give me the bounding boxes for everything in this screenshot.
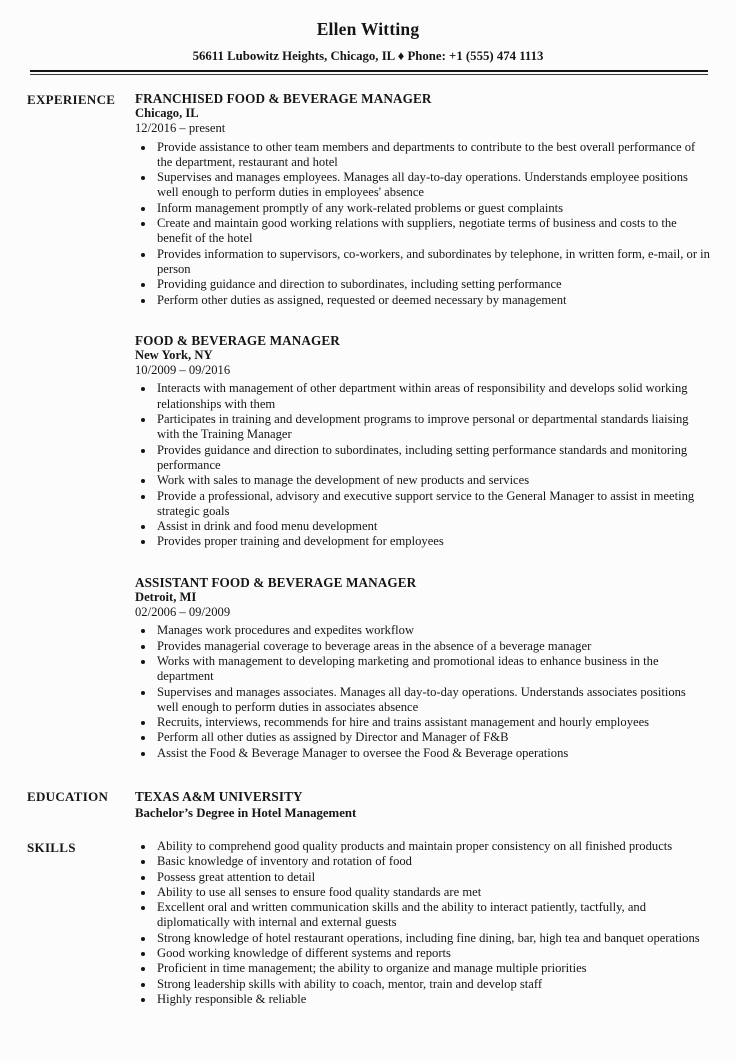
bullet-item: • Excellent oral and written communication skills and the ability to interact patiently, tactfully, and diplomatically with internal and external guests — [155, 900, 710, 931]
bullet-item: • Work with sales to manage the development of new products and services — [155, 473, 710, 488]
job-dates: 10/2009 – 09/2016 — [135, 363, 231, 378]
job-title: FOOD & BEVERAGE MANAGER — [135, 332, 340, 348]
candidate-name: Ellen Witting — [316, 19, 420, 39]
section-education — [0, 788, 736, 822]
skills-bullet-list — [135, 839, 710, 1007]
bullet-item: • Assist the Food & Beverage Manager to oversee the Food & Beverage operations — [155, 746, 710, 761]
bullet-item: • Works with management to developing marketing and promotional ideas to enhance business in the department — [155, 654, 710, 685]
bullet-item: • Provide assistance to other team members and departments to contribute to the best overall performance of the department, restaurant and hotel — [155, 140, 710, 171]
degree-name: Bachelor’s Degree in Hotel Management — [135, 805, 357, 820]
resume-header — [0, 0, 736, 75]
school-name: TEXAS A&M UNIVERSITY — [135, 788, 303, 804]
job-dates: 02/2006 – 09/2009 — [135, 605, 231, 620]
bullet-item: • Inform management promptly of any work-related problems or guest complaints — [155, 201, 710, 216]
bullet-item: • Provides information to supervisors, co-workers, and subordinates by telephone, in written form, e-mail, or in person — [155, 247, 710, 278]
bullet-item: • Highly responsible & reliable — [155, 992, 710, 1007]
bullet-item: • Providing guidance and direction to subordinates, including setting performance — [155, 277, 710, 292]
bullet-item: • Provides managerial coverage to beverage areas in the absence of a beverage manager — [155, 639, 710, 654]
bullet-item: • Manages work procedures and expedites workflow — [155, 623, 710, 638]
skills-content — [135, 839, 710, 1007]
job-location: Chicago, IL — [135, 106, 199, 120]
job-entry-assistant-fb-manager — [135, 575, 710, 761]
section-skills — [0, 839, 736, 1007]
bullet-item: • Perform all other duties as assigned by Director and Manager of F&B — [155, 730, 710, 745]
bullet-item: • Participates in training and development programs to improve personal or departmental standards liaising with the Training Manager — [155, 412, 710, 443]
bullet-item: • Strong leadership skills with ability to coach, mentor, train and develop staff — [155, 977, 710, 992]
skills-label: SKILLS — [27, 839, 76, 855]
education-content — [135, 788, 710, 822]
bullet-item: • Possess great attention to detail — [155, 870, 710, 885]
job-bullet-list — [135, 623, 710, 761]
job-title: FRANCHISED FOOD & BEVERAGE MANAGER — [135, 91, 432, 106]
education-label: EDUCATION — [27, 788, 109, 804]
bullet-item: • Ability to comprehend good quality products and maintain proper consistency on all finished products — [155, 839, 710, 854]
header-divider — [30, 70, 708, 75]
job-entry-franchised-fb-manager — [135, 91, 710, 308]
job-dates: 12/2016 – present — [135, 121, 226, 136]
bullet-item: • Assist in drink and food menu development — [155, 519, 710, 534]
bullet-item: • Supervises and manages associates. Manages all day-to-day operations. Understands associates positions well enough to perform duties in associates absence — [155, 685, 710, 716]
bullet-item: • Good working knowledge of different systems and reports — [155, 946, 710, 961]
bullet-item: • Provide a professional, advisory and executive support service to the General Manager to assist in meeting strategic goals — [155, 489, 710, 520]
bullet-item: • Ability to use all senses to ensure food quality standards are met — [155, 885, 710, 900]
bullet-item: • Strong knowledge of hotel restaurant operations, including fine dining, bar, high tea and banquet operations — [155, 931, 710, 946]
bullet-item: • Create and maintain good working relations with suppliers, negotiate terms of business and costs to the benefit of the hotel — [155, 216, 710, 247]
section-experience — [0, 91, 736, 761]
experience-label: EXPERIENCE — [27, 92, 116, 107]
bullet-item: • Supervises and manages employees. Manages all day-to-day operations. Understands employee positions well enough to perform duties in employees' absence — [155, 170, 710, 201]
bullet-item: • Interacts with management of other department within areas of responsibility and develops solid working relationships with them — [155, 381, 710, 412]
bullet-item: • Basic knowledge of inventory and rotation of food — [155, 854, 710, 869]
job-location: Detroit, MI — [135, 589, 197, 604]
job-location: New York, NY — [135, 347, 213, 362]
bullet-item: • Provides proper training and development for employees — [155, 534, 710, 549]
job-entry-fb-manager — [135, 333, 710, 550]
bullet-item: • Recruits, interviews, recommends for hire and trains assistant management and hourly employees — [155, 715, 710, 730]
bullet-item: • Proficient in time management; the ability to organize and manage multiple priorities — [155, 961, 710, 976]
bullet-item: • Provides guidance and direction to subordinates, including setting performance standards and monitoring performance — [155, 443, 710, 474]
job-bullet-list — [135, 381, 710, 549]
job-bullet-list — [135, 140, 710, 308]
job-title: ASSISTANT FOOD & BEVERAGE MANAGER — [135, 574, 417, 590]
bullet-item: • Perform other duties as assigned, requested or deemed necessary by management — [155, 293, 710, 308]
contact-line: 56611 Lubowitz Heights, Chicago, IL ♦ Phone: +1 (555) 474 1113 — [192, 49, 544, 63]
experience-content — [135, 91, 710, 761]
